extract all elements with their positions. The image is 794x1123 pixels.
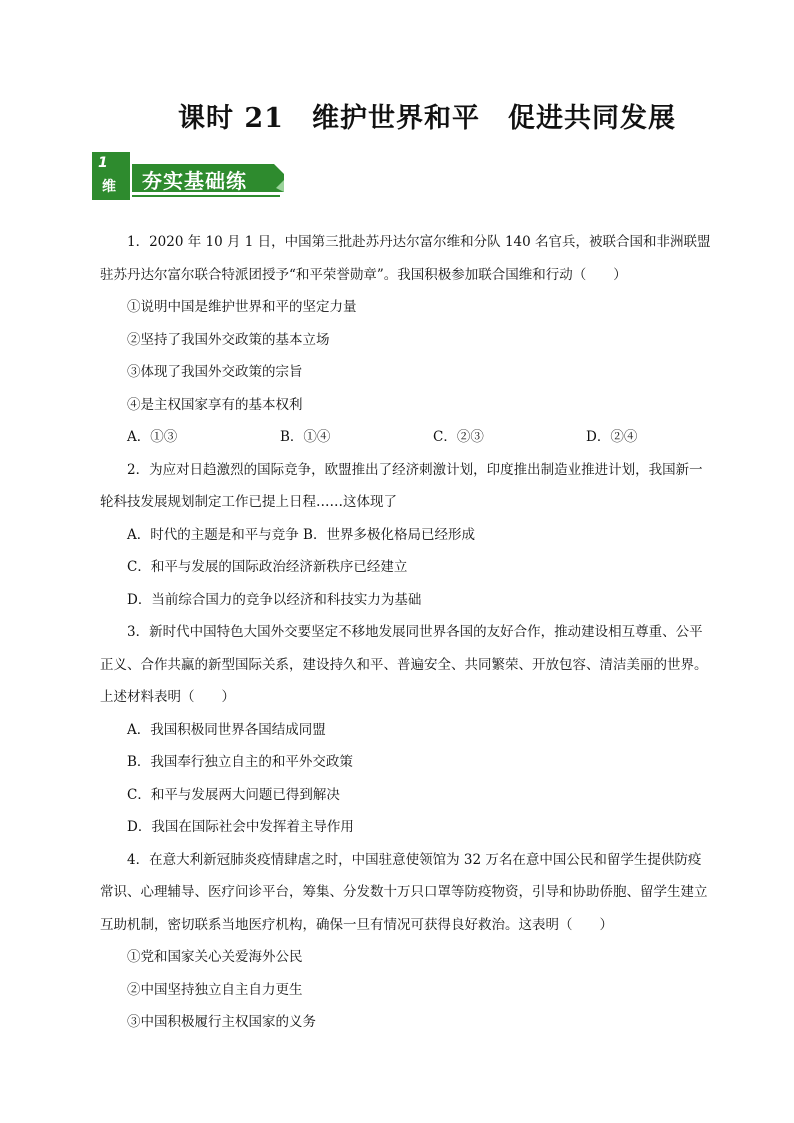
choice-a: A．①③ [127, 429, 178, 445]
statement-item: ①党和国家关心关爱海外公民 [127, 949, 303, 965]
choice-option: A．我国积极同世界各国结成同盟 [127, 721, 326, 738]
badge-number: 1 [98, 155, 108, 171]
choice-d: D．②④ [586, 429, 638, 445]
choice-option: C．和平与发展两大问题已得到解决 [127, 786, 340, 803]
page-title: 课时 21 维护世界和平 促进共同发展 [178, 103, 676, 134]
statement-item: ③体现了我国外交政策的宗旨 [127, 364, 303, 380]
choice-option: D．当前综合国力的竞争以经济和科技实力为基础 [127, 591, 422, 608]
choice-c: C．②③ [433, 429, 484, 445]
choice-option: A．时代的主题是和平与竞争 B．世界多极化格局已经形成 [127, 526, 475, 543]
choice-option: B．我国奉行独立自主的和平外交政策 [127, 754, 353, 770]
statement-item: ①说明中国是维护世界和平的坚定力量 [127, 299, 357, 315]
choice-row [100, 421, 712, 454]
statement-item: ③中国积极履行主权国家的义务 [127, 1014, 316, 1030]
statement-item: ④是主权国家享有的基本权利 [127, 396, 303, 413]
choice-option: C．和平与发展的国际政治经济新秩序已经建立 [127, 559, 408, 575]
section-badge [92, 152, 292, 202]
question-list [100, 226, 712, 1039]
statement-item: ②中国坚持独立自主自力更生 [127, 981, 303, 998]
question-stem: 4．在意大利新冠肺炎疫情肆虐之时，中国驻意使领馆为 32 万名在意中国公民和留学生提供防疫常识、心理辅导、医疗问诊平台，筹集、分发数十万只口罩等防疫物资，引导和协助侨胞、留学生建立互助机制，密切联系当地医疗机构，确保一旦有情况可获得良好救治。这表明（ ） [100, 851, 708, 933]
choice-option: D．我国在国际社会中发挥着主导作用 [127, 819, 354, 835]
choice-b: B．①④ [280, 429, 331, 445]
question-stem: 2．为应对日趋激烈的国际竞争，欧盟推出了经济刺激计划，印度推出制造业推进计划，我国新一轮科技发展规划制定工作已提上日程……这体现了 [100, 461, 703, 510]
badge-label: 夯实基础练 [142, 169, 247, 193]
statement-item: ②坚持了我国外交政策的基本立场 [127, 331, 330, 348]
question-stem: 3．新时代中国特色大国外交要坚定不移地发展同世界各国的友好合作，推动建设相互尊重、公平正义、合作共赢的新型国际关系，建设持久和平、普遍安全、共同繁荣、开放包容、清洁美丽的世界。上述材料表明（ ） [100, 624, 708, 705]
question-stem: 1．2020 年 10 月 1 日，中国第三批赴苏丹达尔富尔维和分队 140 名官兵，被联合国和非洲联盟驻苏丹达尔富尔联合特派团授予“和平荣誉勋章”。我国积极参加联合国维和行动（ ） [100, 234, 711, 283]
badge-unit: 维 [102, 179, 116, 195]
